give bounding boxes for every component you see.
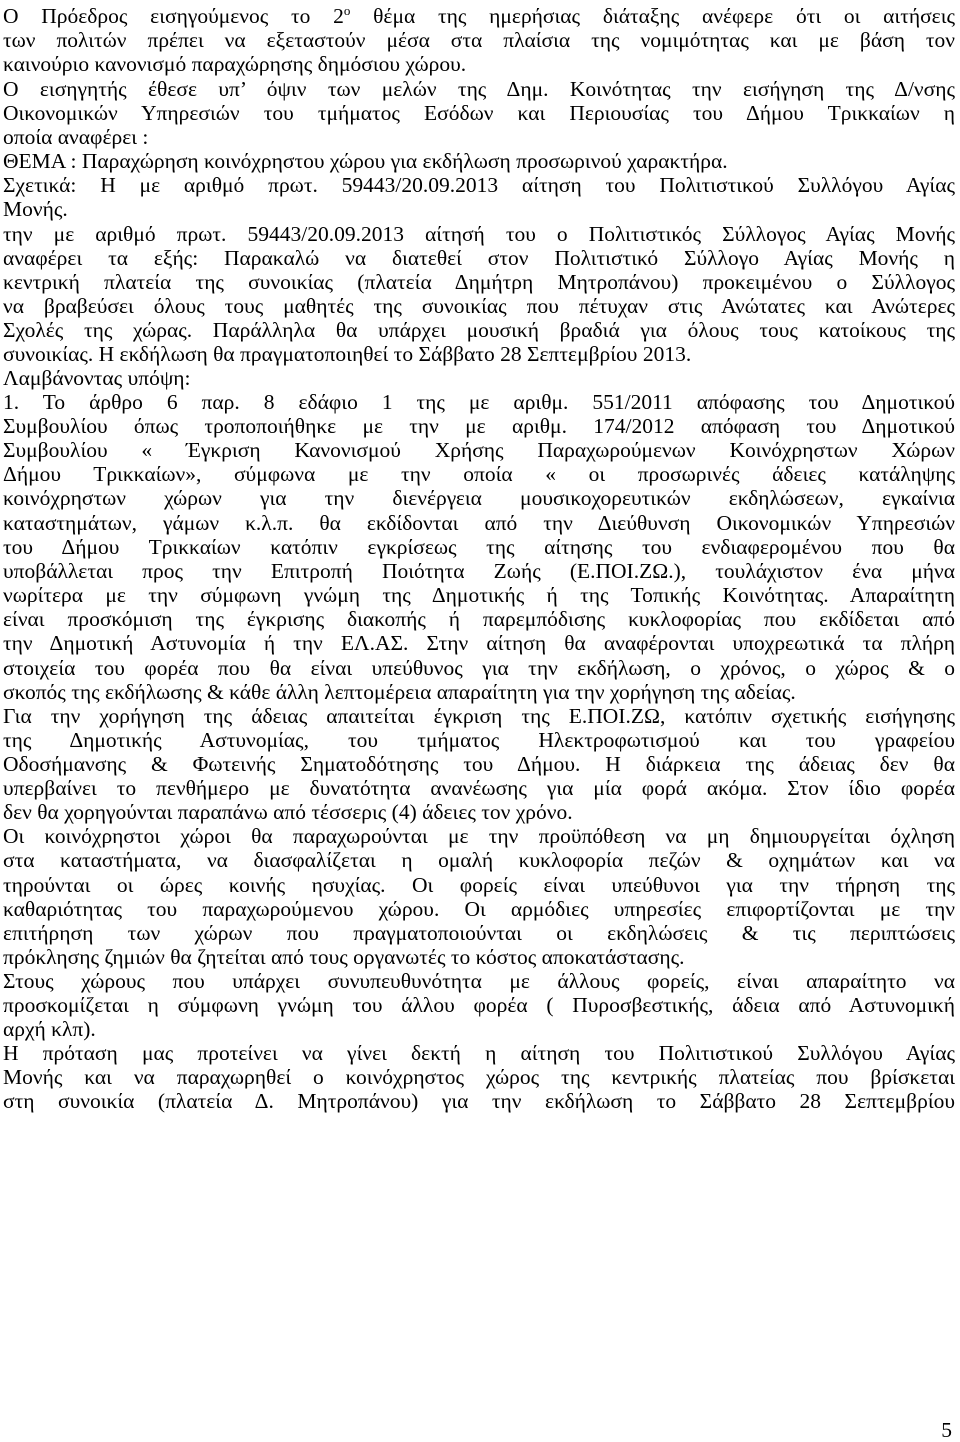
- text-line: πρόκλησης ζημιών θα ζητείται από τους οργανωτές το κόστος αποκατάστασης.: [3, 945, 685, 969]
- text-line: Για την χορήγηση της άδειας απαιτείται έγκριση της Ε.ΠΟΙ.ΖΩ, κατόπιν σχετικής εισήγησης: [3, 704, 955, 728]
- text-line: Οικονομικών Υπηρεσιών του τμήματος Εσόδων και Περιουσίας του Δήμου Τρικκαίων η: [3, 101, 955, 125]
- text-line: τηρούνται οι ώρες κοινής ησυχίας. Οι φορείς είναι υπεύθυνοι για την τήρηση της: [3, 873, 955, 897]
- text-line: καταστημάτων, γάμων κ.λ.π. θα εκδίδονται από την Διεύθυνση Οικονομικών Υπηρεσιών: [3, 511, 955, 535]
- text-line: κεντρική πλατεία της συνοικίας (πλατεία Δημήτρη Μητροπάνου) προκειμένου ο Σύλλογος: [3, 270, 955, 294]
- text-line: καινούριο κανονισμό παραχώρησης δημόσιου χώρου.: [3, 52, 467, 76]
- text-line: κοινόχρηστων χώρων για την διενέργεια μουσικοχορευτικών εκδηλώσεων, εγκαίνια: [3, 486, 955, 510]
- text-line: Λαμβάνοντας υπόψη:: [3, 366, 191, 390]
- text-line: στοιχεία του φορέα που θα είναι υπεύθυνος για την εκδήλωση, ο χρόνος, ο χώρος & ο: [3, 656, 955, 680]
- text-line: Συμβουλίου « Έγκριση Κανονισμού Χρήσης Παραχωρούμενων Κοινόχρηστων Χώρων: [3, 438, 955, 462]
- text-line: δεν θα χορηγούνται παραπάνω από τέσσερις (4) άδειες τον χρόνο.: [3, 800, 573, 824]
- text-line: να βραβεύσει όλους τους μαθητές της συνοικίας που πέτυχαν στις Ανώτατες και Ανώτερες: [3, 294, 955, 318]
- text-line: προσκομίζεται η σύμφωνη γνώμη του άλλου φορέα ( Πυροσβεστικής, άδεια από Αστυνομική: [3, 993, 955, 1017]
- text-line: επιτήρηση των χώρων που πραγματοποιούνται οι εκδηλώσεις & τις περιπτώσεις: [3, 921, 955, 945]
- text-line: Δήμου Τρικκαίων», σύμφωνα με την οποία « οι προσωρινές άδειες κατάληψης: [3, 462, 955, 486]
- text-line: υποβάλλεται προς την Επιτροπή Ποιότητα Ζωής (Ε.ΠΟΙ.ΖΩ.), τουλάχιστον ένα μήνα: [3, 559, 955, 583]
- text-line: Συμβουλίου όπως τροποποιήθηκε με την με αριθμ. 174/2012 απόφαση του Δημοτικού: [3, 414, 955, 438]
- text-line: Ο εισηγητής έθεσε υπ’ όψιν των μελών της Δημ. Κοινότητας την εισήγηση της Δ/νσης: [3, 77, 955, 101]
- text-line: 1. Το άρθρο 6 παρ. 8 εδάφιο 1 της με αριθμ. 551/2011 απόφασης του Δημοτικού: [3, 390, 955, 414]
- text-line: καθαριότητας του παραχωρούμενου χώρου. Οι αρμόδιες υπηρεσίες επιφορτίζονται με την: [3, 897, 955, 921]
- text-line: Ο Πρόεδρος εισηγούμενος το $2^o$ θέμα της ημερήσιας διάταξης ανέφερε ότι οι αιτήσεις: [3, 2, 955, 28]
- page-number: 5: [941, 1418, 952, 1442]
- text-line: του Δήμου Τρικκαίων κατόπιν εγκρίσεως της αίτησης του ενδιαφερομένου που θα: [3, 535, 955, 559]
- text-line: αναφέρει τα εξής: Παρακαλώ να διατεθεί στον Πολιτιστικό Σύλλογο Αγίας Μονής η: [3, 246, 955, 270]
- text-line: σκοπός της εκδήλωσης & κάθε άλλη λεπτομέρεια απαραίτητη για την χορήγηση της αδείας.: [3, 680, 796, 704]
- text-line: της Δημοτικής Αστυνομίας, του τμήματος Ηλεκτροφωτισμού και του γραφείου: [3, 728, 955, 752]
- text-line: Οδοσήμανσης & Φωτεινής Σηματοδότησης του Δήμου. Η διάρκεια της άδειας δεν θα: [3, 752, 955, 776]
- text-line: Σχετικά: Η με αριθμό πρωτ. 59443/20.09.2013 αίτηση του Πολιτιστικού Συλλόγου Αγίας: [3, 173, 955, 197]
- text-line: ΘΕΜΑ : Παραχώρηση κοινόχρηστου χώρου για εκδήλωση προσωρινού χαρακτήρα.: [3, 149, 728, 173]
- text-line: Στους χώρους που υπάρχει συνυπευθυνότητα με άλλους φορείς, είναι απαραίτητο να: [3, 969, 955, 993]
- text-line: Μονής.: [3, 197, 68, 221]
- text-line: νωρίτερα με την σύμφωνη γνώμη της Δημοτικής ή της Τοπικής Κοινότητας. Απαραίτητη: [3, 583, 955, 607]
- text-line: στη συνοικία (πλατεία Δ. Μητροπάνου) για την εκδήλωση το Σάββατο 28 Σεπτεμβρίου: [3, 1089, 955, 1113]
- text-line: Σχολές της χώρας. Παράλληλα θα υπάρχει μουσική βραδιά για όλους τους κατοίκους της: [3, 318, 955, 342]
- text-line: αρχή κλπ).: [3, 1017, 96, 1041]
- text-line: συνοικίας. Η εκδήλωση θα πραγματοποιηθεί το Σάββατο 28 Σεπτεμβρίου 2013.: [3, 342, 692, 366]
- text-line: υπερβαίνει το πενθήμερο με δυνατότητα ανανέωσης για μία φορά ακόμα. Στον ίδιο φορέα: [3, 776, 955, 800]
- text-line: Η πρόταση μας προτείνει να γίνει δεκτή η αίτηση του Πολιτιστικού Συλλόγου Αγίας: [3, 1041, 955, 1065]
- text-line: Μονής και να παραχωρηθεί ο κοινόχρηστος χώρος της κεντρικής πλατείας που βρίσκεται: [3, 1065, 955, 1089]
- text-line: την με αριθμό πρωτ. 59443/20.09.2013 αίτησή του ο Πολιτιστικός Σύλλογος Αγίας Μονής: [3, 222, 955, 246]
- ordinal-superscript: ο: [343, 2, 351, 18]
- text-line: είναι προσκόμιση της έγκρισης διακοπής ή παρεμπόδισης κυκλοφορίας που εκδίδεται από: [3, 607, 955, 631]
- text-line: Οι κοινόχρηστοι χώροι θα παραχωρούνται με την προϋπόθεση να μη δημιουργείται όχληση: [3, 824, 955, 848]
- text-line: οποία αναφέρει :: [3, 125, 149, 149]
- text-line: των πολιτών πρέπει να εξεταστούν μέσα στα πλαίσια της νομιμότητας και με βάση τον: [3, 28, 955, 52]
- text-line: στα καταστήματα, να διασφαλίζεται η ομαλή κυκλοφορία πεζών & οχημάτων και να: [3, 848, 955, 872]
- text-line: την Δημοτική Αστυνομία ή την ΕΛ.ΑΣ. Στην αίτηση θα αναφέρονται υποχρεωτικά τα πλήρη: [3, 631, 955, 655]
